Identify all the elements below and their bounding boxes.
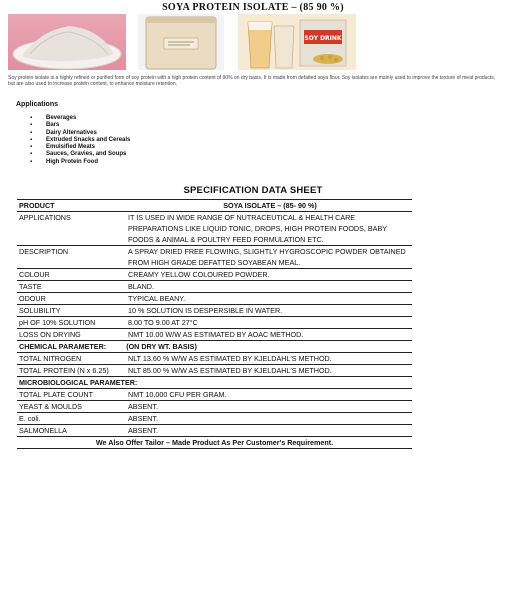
- table-row: [17, 293, 412, 305]
- row-value: NLT 13.60 % W/W AS ESTIMATED BY KJELDAHL'S METHOD.: [128, 354, 332, 363]
- table-row: [17, 269, 412, 281]
- spec-sheet-title: SPECIFICATION DATA SHEET: [183, 185, 323, 196]
- row-key: APPLICATIONS: [19, 213, 71, 222]
- chemical-parameter-heading: [17, 341, 412, 353]
- row-key: COLOUR: [19, 270, 50, 279]
- table-row: [17, 329, 412, 341]
- section-heading: MICROBIOLOGICAL PARAMETER:: [19, 378, 138, 387]
- row-key: LOSS ON DRYING: [19, 330, 81, 339]
- row-value: NMT 10,000 CFU PER GRAM.: [128, 390, 227, 399]
- applications-list: [30, 115, 130, 166]
- table-row: [17, 199, 412, 212]
- list-item: ▪ Beverages: [30, 115, 130, 122]
- row-key: TOTAL PROTEIN (N x 6.25): [19, 366, 109, 375]
- list-item: ▪ Sauces, Gravies, and Soups: [30, 151, 130, 158]
- row-value: 10 % SOLUTION IS DESPERSIBLE IN WATER.: [128, 306, 283, 315]
- table-row: [17, 305, 412, 317]
- table-row: [17, 425, 412, 437]
- row-key: ODOUR: [19, 294, 46, 303]
- row-value: SOYA ISOLATE – (85- 90 %): [223, 201, 317, 210]
- row-value: A SPRAY DRIED FREE FLOWING, SLIGHTLY HYGROSCOPIC POWDER OBTAINED FROM HIGH GRADE DEFATTED SOYABEAN MEAL.: [128, 247, 406, 267]
- section-heading: CHEMICAL PARAMETER:: [19, 342, 107, 351]
- applications-heading: Applications: [16, 101, 59, 108]
- row-value: NLT 85.00 % W/W AS ESTIMATED BY KJELDAHL'S METHOD.: [128, 366, 332, 375]
- row-key: pH OF 10% SOLUTION: [19, 318, 96, 327]
- row-value: 8.00 TO 9.00 AT 27°C: [128, 318, 198, 327]
- table-row: [17, 365, 412, 377]
- row-key: TOTAL PLATE COUNT: [19, 390, 94, 399]
- row-key: PRODUCT: [19, 201, 55, 210]
- spec-table: [17, 199, 412, 449]
- table-row: [17, 413, 412, 425]
- row-key: TOTAL NITROGEN: [19, 354, 82, 363]
- list-item: ▪ Emulsified Meats: [30, 144, 130, 151]
- table-row: [17, 212, 412, 246]
- table-row: [17, 389, 412, 401]
- table-row: [17, 401, 412, 413]
- row-value: CREAMY YELLOW COLOURED POWDER.: [128, 270, 270, 279]
- closing-text: We Also Offer Tailor – Made Product As Per Customer's Requirement.: [95, 438, 334, 447]
- row-value: ABSENT.: [128, 426, 158, 435]
- page-title: SOYA PROTEIN ISOLATE – (85 90 %): [162, 2, 344, 13]
- drink-box-label: SOY DRINK: [304, 35, 342, 42]
- row-value: IT IS USED IN WIDE RANGE OF NUTRACEUTICAL & HEALTH CARE PREPARATIONS LIKE LIQUID TONIC, DROPS, HIGH PROTEIN FOODS, BABY FOODS & ANIMAL & POULTRY FEED FORMULATION ETC.: [128, 213, 387, 244]
- intro-paragraph: Soy protein isolate is a highly refined or purified form of soy protein with a high protein content of 90% on dry basis. It is made from defatted soya flour. Soy isolates are mainly used to improve the texture of meat products, but are also used to increase protein content, to enhance moisture retention.: [8, 75, 496, 87]
- section-note: (ON DRY WT. BASIS): [126, 342, 197, 351]
- row-key: DESCRIPTION: [19, 247, 69, 256]
- microbiological-parameter-heading: [17, 377, 412, 389]
- row-value: BLAND.: [128, 282, 154, 291]
- table-row: [17, 281, 412, 293]
- row-key: SOLUBILITY: [19, 306, 61, 315]
- soya-bag-photo: [138, 14, 224, 70]
- table-row: [17, 317, 412, 329]
- soya-powder-photo: [8, 14, 126, 70]
- list-item: ▪ Bars: [30, 122, 130, 129]
- table-row: [17, 246, 412, 269]
- list-item: ▪ Dairy Alternatives: [30, 130, 130, 137]
- row-key: E. coli.: [19, 414, 41, 423]
- list-item: ▪ High Protein Food: [30, 159, 130, 166]
- closing-statement: [17, 437, 412, 449]
- row-key: YEAST & MOULDS: [19, 402, 82, 411]
- row-value: ABSENT.: [128, 402, 158, 411]
- row-value: ABSENT.: [128, 414, 158, 423]
- list-item: ▪ Extruded Snacks and Cereals: [30, 137, 130, 144]
- row-value: TYPICAL BEANY.: [128, 294, 186, 303]
- soya-drinks-photo: [238, 14, 356, 70]
- row-key: SALMONELLA: [19, 426, 67, 435]
- table-row: [17, 353, 412, 365]
- row-key: TASTE: [19, 282, 42, 291]
- row-value: NMT 10.00 W/W AS ESTIMATED BY AOAC METHOD.: [128, 330, 304, 339]
